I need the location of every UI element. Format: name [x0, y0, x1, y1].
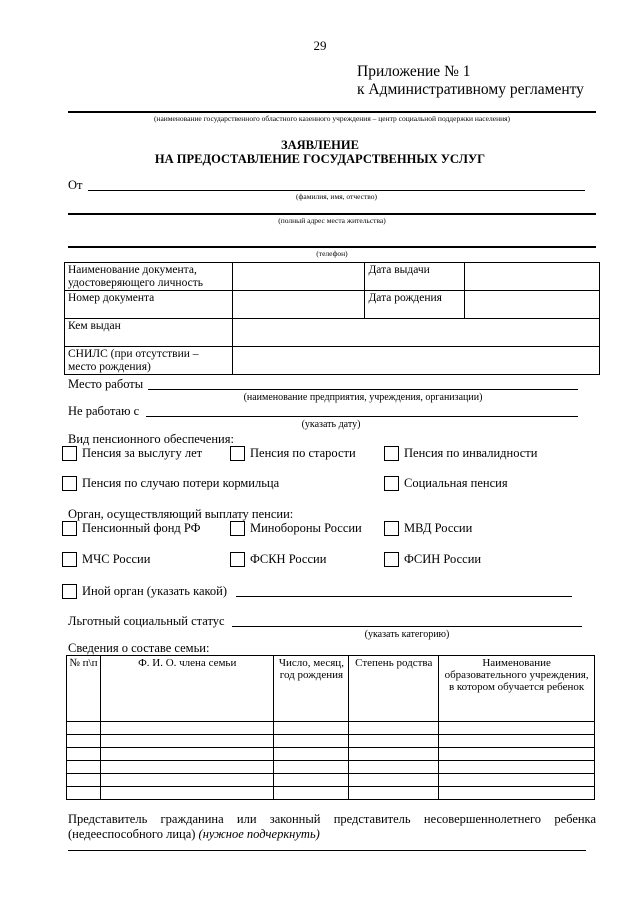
doc-number-label: Номер документа	[65, 291, 233, 319]
table-row	[67, 774, 595, 787]
table-row	[67, 735, 595, 748]
payer-mchs-label: МЧС России	[82, 552, 151, 566]
family-table	[66, 655, 595, 800]
pension-social-checkbox[interactable]	[384, 476, 399, 491]
table-cell[interactable]	[439, 774, 595, 787]
table-cell[interactable]	[67, 774, 101, 787]
payer-mod-label: Минобороны России	[250, 521, 362, 535]
payer-other-field[interactable]	[236, 596, 572, 597]
family-header-fio: Ф. И. О. члена семьи	[100, 656, 274, 722]
payer-other-label: Иной орган (указать какой)	[82, 584, 228, 598]
payer-fsin-checkbox[interactable]	[384, 552, 399, 567]
social-status-label: Льготный социальный статус	[68, 614, 225, 628]
table-cell[interactable]	[349, 735, 439, 748]
table-cell[interactable]	[439, 761, 595, 774]
issued-by-label: Кем выдан	[65, 319, 233, 347]
table-cell[interactable]	[100, 774, 274, 787]
pension-social-label: Социальная пенсия	[404, 476, 508, 490]
page-number: 29	[313, 38, 327, 53]
pension-survivor-label: Пенсия по случаю потери кормильца	[82, 476, 280, 490]
pension-seniority-label: Пенсия за выслугу лет	[82, 446, 203, 460]
table-cell[interactable]	[349, 722, 439, 735]
pension-disability-label: Пенсия по инвалидности	[404, 446, 538, 460]
table-cell[interactable]	[67, 722, 101, 735]
fio-caption: (фамилия, имя, отчество)	[296, 192, 377, 201]
table-cell[interactable]	[100, 722, 274, 735]
social-status-field[interactable]	[232, 626, 582, 627]
table-cell[interactable]	[100, 735, 274, 748]
appendix-note	[357, 63, 584, 99]
table-cell[interactable]	[349, 787, 439, 800]
table-cell[interactable]	[439, 735, 595, 748]
table-row	[67, 787, 595, 800]
pension-seniority-checkbox[interactable]	[62, 446, 77, 461]
snils-cell[interactable]	[232, 347, 599, 375]
payer-fskn-label: ФСКН России	[250, 552, 327, 566]
table-cell[interactable]	[100, 787, 274, 800]
doc-number-cell[interactable]	[232, 291, 365, 319]
representative-line1: Представитель гражданина или законный представитель несовершеннолетнего ребенка	[68, 812, 596, 826]
table-cell[interactable]	[67, 735, 101, 748]
table-row	[67, 722, 595, 735]
table-cell[interactable]	[274, 722, 349, 735]
table-cell[interactable]	[67, 748, 101, 761]
pension-survivor-checkbox[interactable]	[62, 476, 77, 491]
table-cell[interactable]	[439, 748, 595, 761]
issue-date-label: Дата выдачи	[365, 263, 465, 291]
title-line1: ЗАЯВЛЕНИЕ	[281, 138, 359, 152]
table-cell[interactable]	[349, 761, 439, 774]
table-cell[interactable]	[100, 761, 274, 774]
appendix-line2: к Административному регламенту	[357, 81, 584, 98]
pension-old-age-checkbox[interactable]	[230, 446, 245, 461]
payer-mchs-checkbox[interactable]	[62, 552, 77, 567]
form-title	[0, 138, 640, 166]
table-cell[interactable]	[274, 761, 349, 774]
from-label: От	[68, 178, 83, 192]
issued-by-cell[interactable]	[232, 319, 599, 347]
family-header-relation: Степень родства	[349, 656, 439, 722]
payer-fsin-label: ФСИН России	[404, 552, 482, 566]
payer-mvd-checkbox[interactable]	[384, 521, 399, 536]
table-cell[interactable]	[100, 748, 274, 761]
table-cell[interactable]	[274, 735, 349, 748]
phone-field[interactable]	[68, 246, 596, 248]
table-cell[interactable]	[67, 787, 101, 800]
org-caption: (наименование государственного областного казенного учреждения – центр социальной поддержки населения)	[153, 114, 511, 123]
payer-fskn-checkbox[interactable]	[230, 552, 245, 567]
not-working-label: Не работаю с	[68, 404, 140, 418]
address-caption: (полный адрес места жительства)	[278, 216, 386, 225]
id-document-table	[64, 262, 600, 375]
representative-incapable: (недееспособного лица)	[68, 827, 196, 841]
issue-date-cell[interactable]	[465, 263, 600, 291]
representative-field[interactable]	[68, 850, 586, 851]
table-cell[interactable]	[274, 748, 349, 761]
title-line2: НА ПРЕДОСТАВЛЕНИЕ ГОСУДАРСТВЕННЫХ УСЛУГ	[154, 152, 486, 166]
payer-other-checkbox[interactable]	[62, 584, 77, 599]
pension-type-label: Вид пенсионного обеспечения:	[68, 432, 234, 446]
table-cell[interactable]	[439, 787, 595, 800]
representative-underline-note: (нужное подчеркнуть)	[198, 827, 320, 841]
payer-mod-checkbox[interactable]	[230, 521, 245, 536]
payer-label: Орган, осуществляющий выплату пенсии:	[68, 507, 294, 521]
fio-field[interactable]	[88, 190, 585, 191]
table-row	[67, 761, 595, 774]
payer-pfr-checkbox[interactable]	[62, 521, 77, 536]
family-header-school: Наименование образовательного учреждения, в котором обучается ребенок	[439, 656, 595, 722]
date-caption: (указать дату)	[301, 419, 361, 430]
table-row	[67, 748, 595, 761]
snils-label: СНИЛС (при отсутствии – место рождения)	[65, 347, 233, 375]
payer-mvd-label: МВД России	[404, 521, 473, 535]
table-cell[interactable]	[349, 748, 439, 761]
workplace-caption: (наименование предприятия, учреждения, организации)	[243, 392, 483, 403]
family-header-birth: Число, месяц, год рождения	[274, 656, 349, 722]
birth-date-cell[interactable]	[465, 291, 600, 319]
payer-pfr-label: Пенсионный фонд РФ	[82, 521, 201, 535]
pension-disability-checkbox[interactable]	[384, 446, 399, 461]
birth-date-label: Дата рождения	[365, 291, 465, 319]
workplace-label: Место работы	[68, 377, 144, 391]
phone-caption: (телефон)	[316, 249, 348, 258]
family-label: Сведения о составе семьи:	[68, 641, 210, 655]
table-cell[interactable]	[274, 787, 349, 800]
table-cell[interactable]	[67, 761, 101, 774]
org-line	[68, 111, 596, 113]
address-field[interactable]	[68, 213, 596, 215]
table-cell[interactable]	[274, 774, 349, 787]
doc-name-label: Наименование документа, удостоверяющего личность	[65, 263, 233, 291]
table-cell[interactable]	[349, 774, 439, 787]
table-cell[interactable]	[439, 722, 595, 735]
category-caption: (указать категорию)	[364, 629, 450, 640]
appendix-line1: Приложение № 1	[357, 63, 471, 80]
not-working-date-field[interactable]	[146, 416, 578, 417]
family-header-num: № п\п	[67, 656, 101, 722]
doc-name-cell[interactable]	[232, 263, 365, 291]
pension-old-age-label: Пенсия по старости	[250, 446, 356, 460]
workplace-field[interactable]	[148, 389, 578, 390]
representative-line2	[68, 827, 320, 842]
